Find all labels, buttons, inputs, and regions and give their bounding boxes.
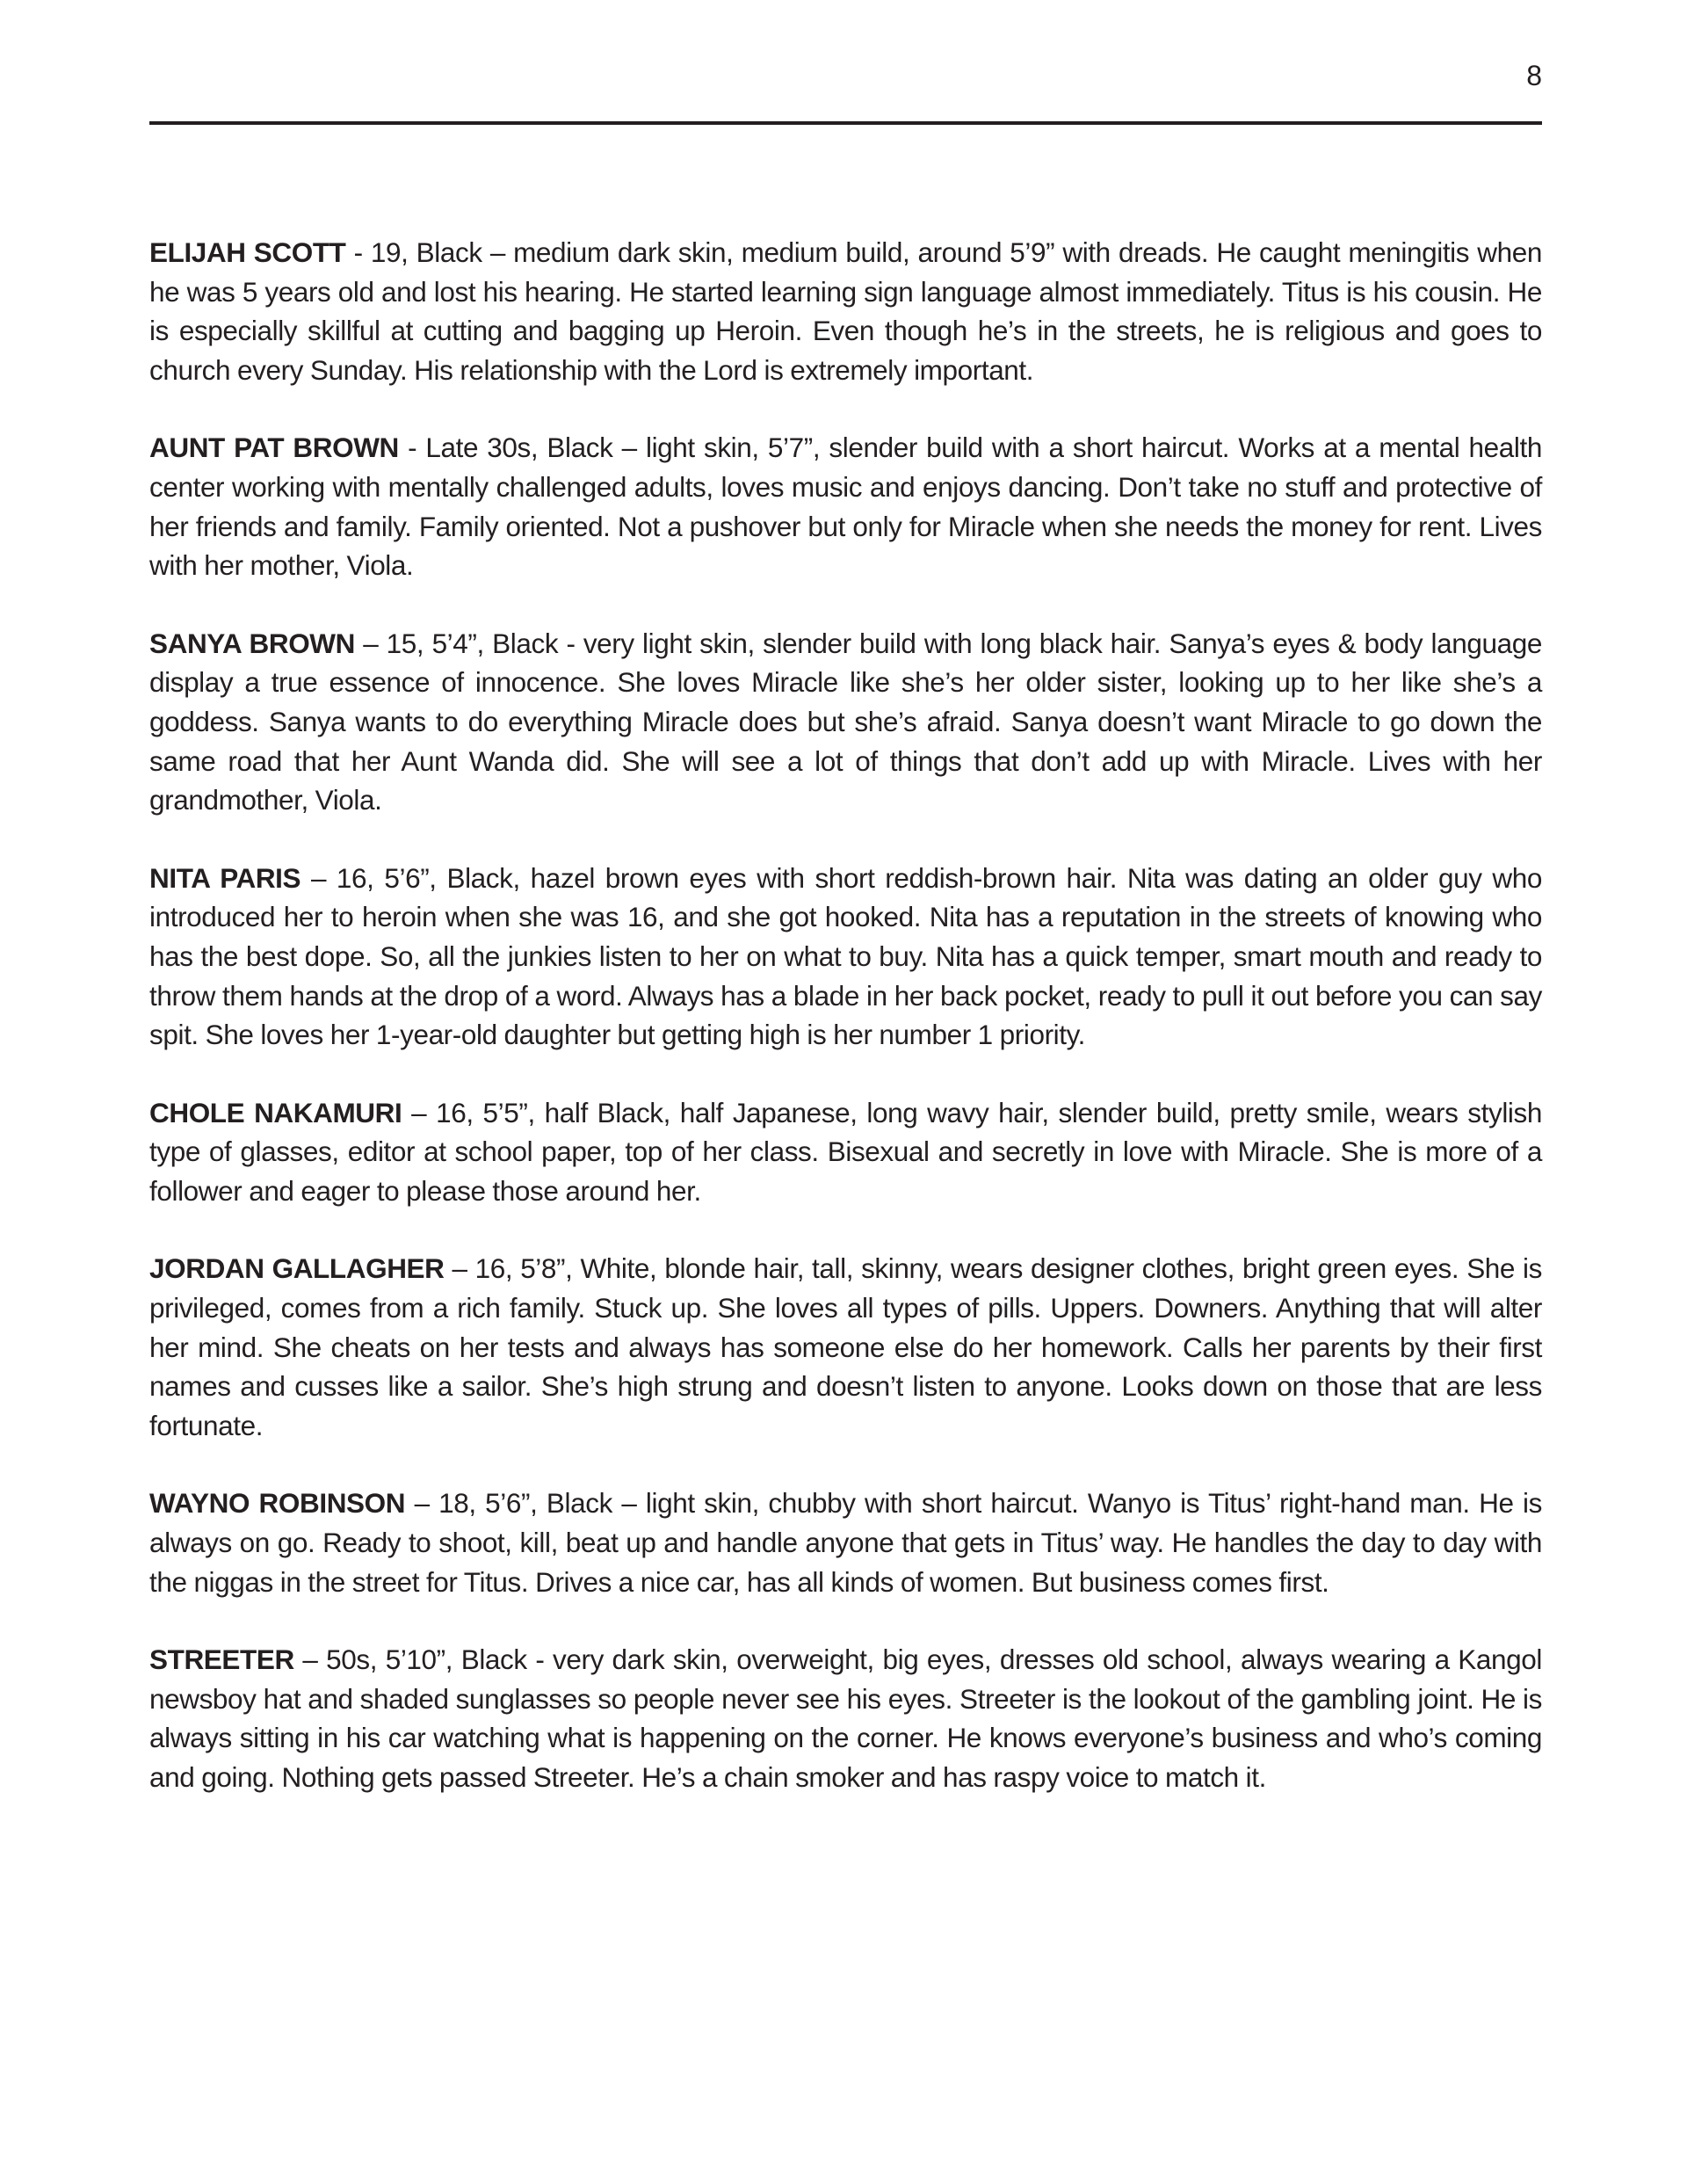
character-description: - Late 30s, Black – light skin, 5’7”, slender build with a short haircut. Works at a mental health center working with mentally challenged adults, loves music and enjoys dancing. Don’t take no stuff and protective of her friends and family. Family oriented. Not a pushover but only for Miracle when she needs the money for rent. Lives with her mother, Viola.	[149, 432, 1542, 582]
character-name: WAYNO ROBINSON	[149, 1487, 406, 1520]
character-name: STREETER	[149, 1643, 294, 1676]
character-name: ELIJAH SCOTT	[149, 236, 346, 268]
character-name: NITA PARIS	[149, 861, 301, 894]
character-name: CHOLE NAKAMURI	[149, 1096, 402, 1128]
character-entry-streeter	[149, 1640, 1542, 1796]
character-entry-elijah-scott	[149, 233, 1542, 389]
character-description: – 16, 5’8”, White, blonde hair, tall, skinny, wears designer clothes, bright green eyes. She is privileged, comes from a rich family. Stuck up. She loves all types of pills. Uppers. Downers. Anything that will alter her mind. She cheats on her tests and always has someone else do her homework. Calls her parents by their first names and cusses like a sailor. She’s high strung and doesn’t listen to anyone. Looks down on those that are less fortunate.	[149, 1252, 1542, 1441]
character-entry-wayno-robinson	[149, 1484, 1542, 1601]
page-number: 8	[1526, 60, 1542, 91]
character-entry-sanya-brown	[149, 624, 1542, 820]
character-name: AUNT PAT BROWN	[149, 432, 399, 464]
character-entry-aunt-pat-brown	[149, 428, 1542, 584]
header-divider	[149, 121, 1542, 125]
character-description: – 15, 5’4”, Black - very light skin, slender build with long black hair. Sanya’s eyes & body language display a true essence of innocence. She loves Miracle like she’s her older sister, looking up to her like she’s a goddess. Sanya wants to do everything Miracle does but she’s afraid. Sanya doesn’t want Miracle to go down the same road that her Aunt Wanda did. She will see a lot of things that don’t add up with Miracle. Lives with her grandmother, Viola.	[149, 627, 1542, 816]
character-entry-jordan-gallagher	[149, 1249, 1542, 1445]
character-description: – 16, 5’5”, half Black, half Japanese, long wavy hair, slender build, pretty smile, wears stylish type of glasses, editor at school paper, top of her class. Bisexual and secretly in love with Miracle. She is more of a follower and eager to please those around her.	[149, 1096, 1542, 1207]
character-list	[149, 233, 1542, 1836]
character-entry-nita-paris	[149, 859, 1542, 1055]
character-name: JORDAN GALLAGHER	[149, 1252, 445, 1285]
character-name: SANYA BROWN	[149, 627, 355, 659]
character-description: – 16, 5’6”, Black, hazel brown eyes with short reddish-brown hair. Nita was dating an older guy who introduced her to heroin when she was 16, and she got hooked. Nita has a reputation in the streets of knowing who has the best dope. So, all the junkies listen to her on what to buy. Nita has a quick temper, smart mouth and ready to throw them hands at the drop of a word. Always has a blade in her back pocket, ready to pull it out before you can say spit. She loves her 1-year-old daughter but getting high is her number 1 priority.	[149, 861, 1543, 1051]
character-description: – 18, 5’6”, Black – light skin, chubby with short haircut. Wanyo is Titus’ right-hand man. He is always on go. Ready to shoot, kill, beat up and handle anyone that gets in Titus’ way. He handles the day to day with the niggas in the street for Titus. Drives a nice car, has all kinds of women. But business comes first.	[149, 1487, 1542, 1598]
character-description: – 50s, 5’10”, Black - very dark skin, overweight, big eyes, dresses old school, always wearing a Kangol newsboy hat and shaded sunglasses so people never see his eyes. Streeter is the lookout of the gambling joint. He is always sitting in his car watching what is happening on the corner. He knows everyone’s business and who’s coming and going. Nothing gets passed Streeter. He’s a chain smoker and has raspy voice to match it.	[149, 1643, 1542, 1793]
character-description: - 19, Black – medium dark skin, medium build, around 5’9” with dreads. He caught meningitis when he was 5 years old and lost his hearing. He started learning sign language almost immediately. Titus is his cousin. He is especially skillful at cutting and bagging up Heroin. Even though he’s in the streets, he is religious and goes to church every Sunday. His relationship with the Lord is extremely important.	[149, 236, 1542, 386]
character-entry-chole-nakamuri	[149, 1093, 1542, 1211]
